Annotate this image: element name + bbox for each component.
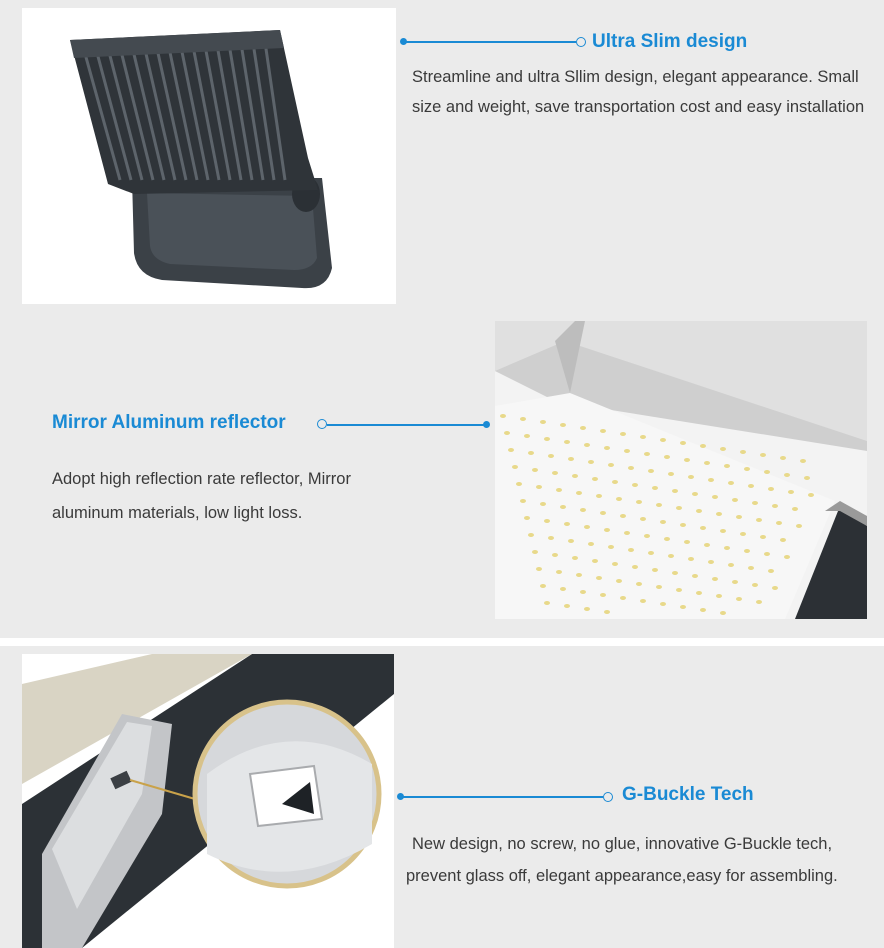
led-chip <box>540 420 546 424</box>
led-chip <box>732 498 738 502</box>
led-chip <box>768 569 774 573</box>
led-chip <box>540 502 546 506</box>
floodlight-rear-image <box>22 8 396 304</box>
led-chip <box>536 567 542 571</box>
led-chip <box>532 468 538 472</box>
led-chip <box>740 532 746 536</box>
connector-dot <box>483 421 490 428</box>
led-chip <box>760 453 766 457</box>
led-chip <box>504 431 510 435</box>
led-chip <box>696 591 702 595</box>
led-chip <box>740 450 746 454</box>
led-chip <box>512 465 518 469</box>
led-chip <box>744 467 750 471</box>
led-chip <box>744 549 750 553</box>
led-chip <box>720 611 726 615</box>
led-chip <box>696 509 702 513</box>
led-chip <box>548 454 554 458</box>
led-chip <box>552 471 558 475</box>
led-chip <box>656 503 662 507</box>
led-chip <box>796 524 802 528</box>
feature-title: Mirror Aluminum reflector <box>52 412 286 433</box>
led-chip <box>536 485 542 489</box>
floodlight-heatsink-illustration <box>22 8 396 304</box>
feature-section-g-buckle <box>0 646 884 948</box>
led-chip <box>732 580 738 584</box>
led-chip <box>632 483 638 487</box>
led-chip <box>700 608 706 612</box>
led-chip <box>756 518 762 522</box>
led-chip <box>676 588 682 592</box>
led-chip <box>780 538 786 542</box>
led-chip <box>792 507 798 511</box>
led-chip <box>668 472 674 476</box>
led-board-illustration <box>495 321 867 619</box>
led-chip <box>500 414 506 418</box>
led-chip <box>576 573 582 577</box>
led-chip <box>584 525 590 529</box>
led-chip <box>700 526 706 530</box>
led-chip <box>640 435 646 439</box>
led-chip <box>664 537 670 541</box>
led-chip <box>756 600 762 604</box>
led-chip <box>708 478 714 482</box>
led-chip <box>632 565 638 569</box>
led-chip <box>524 434 530 438</box>
led-chip <box>640 599 646 603</box>
connector-line <box>327 424 484 426</box>
led-chip <box>616 579 622 583</box>
led-chip <box>524 516 530 520</box>
led-chip <box>600 593 606 597</box>
led-chip <box>624 449 630 453</box>
led-chip <box>776 521 782 525</box>
led-chip <box>772 504 778 508</box>
led-chip <box>752 583 758 587</box>
led-chip <box>724 546 730 550</box>
led-chip <box>520 417 526 421</box>
led-chip <box>688 557 694 561</box>
connector-line <box>404 41 576 43</box>
connector-ring <box>576 37 586 47</box>
led-chip <box>596 494 602 498</box>
led-chip <box>720 447 726 451</box>
led-chip <box>664 455 670 459</box>
connector-ring <box>317 419 327 429</box>
led-chip <box>736 597 742 601</box>
led-chip <box>600 511 606 515</box>
led-chip <box>580 508 586 512</box>
reflector-led-image <box>495 321 867 619</box>
led-chip <box>564 440 570 444</box>
led-chip <box>708 560 714 564</box>
connector-line <box>401 796 603 798</box>
led-chip <box>660 602 666 606</box>
led-chip <box>600 429 606 433</box>
led-chip <box>560 423 566 427</box>
led-chip <box>540 584 546 588</box>
led-chip <box>572 556 578 560</box>
led-chip <box>516 482 522 486</box>
led-chip <box>724 464 730 468</box>
led-chip <box>684 458 690 462</box>
led-chip <box>604 446 610 450</box>
led-chip <box>700 444 706 448</box>
led-chip <box>736 515 742 519</box>
led-chip <box>764 552 770 556</box>
led-chip <box>768 487 774 491</box>
led-chip <box>656 585 662 589</box>
led-chip <box>680 605 686 609</box>
led-chip <box>544 601 550 605</box>
led-chip <box>604 610 610 614</box>
led-chip <box>804 476 810 480</box>
led-chip <box>644 534 650 538</box>
led-chip <box>588 460 594 464</box>
led-chip <box>584 607 590 611</box>
led-chip <box>612 562 618 566</box>
led-chip <box>684 540 690 544</box>
led-chip <box>712 577 718 581</box>
led-chip <box>788 490 794 494</box>
led-chip <box>728 563 734 567</box>
led-chip <box>704 543 710 547</box>
led-chip <box>616 497 622 501</box>
led-chip <box>652 568 658 572</box>
led-chip <box>560 587 566 591</box>
led-chip <box>716 594 722 598</box>
led-chip <box>636 500 642 504</box>
led-chip <box>720 529 726 533</box>
led-chip <box>508 448 514 452</box>
led-chip <box>592 559 598 563</box>
led-chip <box>592 477 598 481</box>
feature-description: New design, no screw, no glue, innovative G-Buckle tech, prevent glass off, elegant appearance,easy for assembling. <box>406 835 838 885</box>
led-chip <box>596 576 602 580</box>
feature-title: G-Buckle Tech <box>622 784 754 805</box>
led-chip <box>564 522 570 526</box>
led-chip <box>672 489 678 493</box>
led-chip <box>612 480 618 484</box>
led-chip <box>688 475 694 479</box>
led-chip <box>784 473 790 477</box>
led-chip <box>748 566 754 570</box>
led-chip <box>752 501 758 505</box>
connector-ring <box>603 792 613 802</box>
led-chip <box>712 495 718 499</box>
led-chip <box>648 469 654 473</box>
led-chip <box>680 523 686 527</box>
led-chip <box>668 554 674 558</box>
led-chip <box>544 437 550 441</box>
led-chip <box>532 550 538 554</box>
led-chip <box>728 481 734 485</box>
led-chip <box>628 548 634 552</box>
g-buckle-image <box>22 654 394 948</box>
led-chip <box>628 466 634 470</box>
led-chip <box>544 519 550 523</box>
led-chip <box>588 542 594 546</box>
feature-section-ultra-slim <box>0 0 884 316</box>
led-chip <box>564 604 570 608</box>
led-chip <box>680 441 686 445</box>
section-gap <box>0 638 884 646</box>
led-chip <box>576 491 582 495</box>
led-chip <box>608 463 614 467</box>
led-chip <box>580 590 586 594</box>
led-chip <box>640 517 646 521</box>
led-chip <box>620 514 626 518</box>
led-chip <box>620 596 626 600</box>
led-chip <box>556 570 562 574</box>
led-chip <box>584 443 590 447</box>
led-chip <box>528 533 534 537</box>
led-chip <box>520 499 526 503</box>
led-chip <box>808 493 814 497</box>
led-chip <box>552 553 558 557</box>
feature-description: Streamline and ultra Sllim design, elegant appearance. Small size and weight, save transportation cost and easy installation <box>412 68 865 116</box>
led-chip <box>644 452 650 456</box>
led-chip <box>760 535 766 539</box>
led-chip <box>648 551 654 555</box>
buckle-detail-illustration <box>22 654 394 948</box>
led-chip <box>676 506 682 510</box>
led-chip <box>548 536 554 540</box>
led-chip <box>784 555 790 559</box>
led-chip <box>572 474 578 478</box>
led-chip <box>660 438 666 442</box>
led-chip <box>716 512 722 516</box>
led-chip <box>580 426 586 430</box>
led-chip <box>692 574 698 578</box>
led-chip <box>568 539 574 543</box>
led-chip <box>764 470 770 474</box>
led-chip <box>800 459 806 463</box>
led-chip <box>620 432 626 436</box>
led-chip <box>608 545 614 549</box>
led-chip <box>528 451 534 455</box>
led-chip <box>652 486 658 490</box>
led-chip <box>556 488 562 492</box>
led-chip <box>780 456 786 460</box>
led-chip <box>660 520 666 524</box>
led-chip <box>692 492 698 496</box>
feature-section-reflector <box>0 316 884 638</box>
led-chip <box>568 457 574 461</box>
led-chip <box>772 586 778 590</box>
led-chip <box>672 571 678 575</box>
led-chip <box>624 531 630 535</box>
led-chip <box>636 582 642 586</box>
led-chip <box>704 461 710 465</box>
led-chip <box>604 528 610 532</box>
led-chip <box>748 484 754 488</box>
feature-description: Adopt high reflection rate reflector, Mirror aluminum materials, low light loss. <box>52 470 351 522</box>
feature-title: Ultra Slim design <box>592 31 748 52</box>
led-chip <box>560 505 566 509</box>
